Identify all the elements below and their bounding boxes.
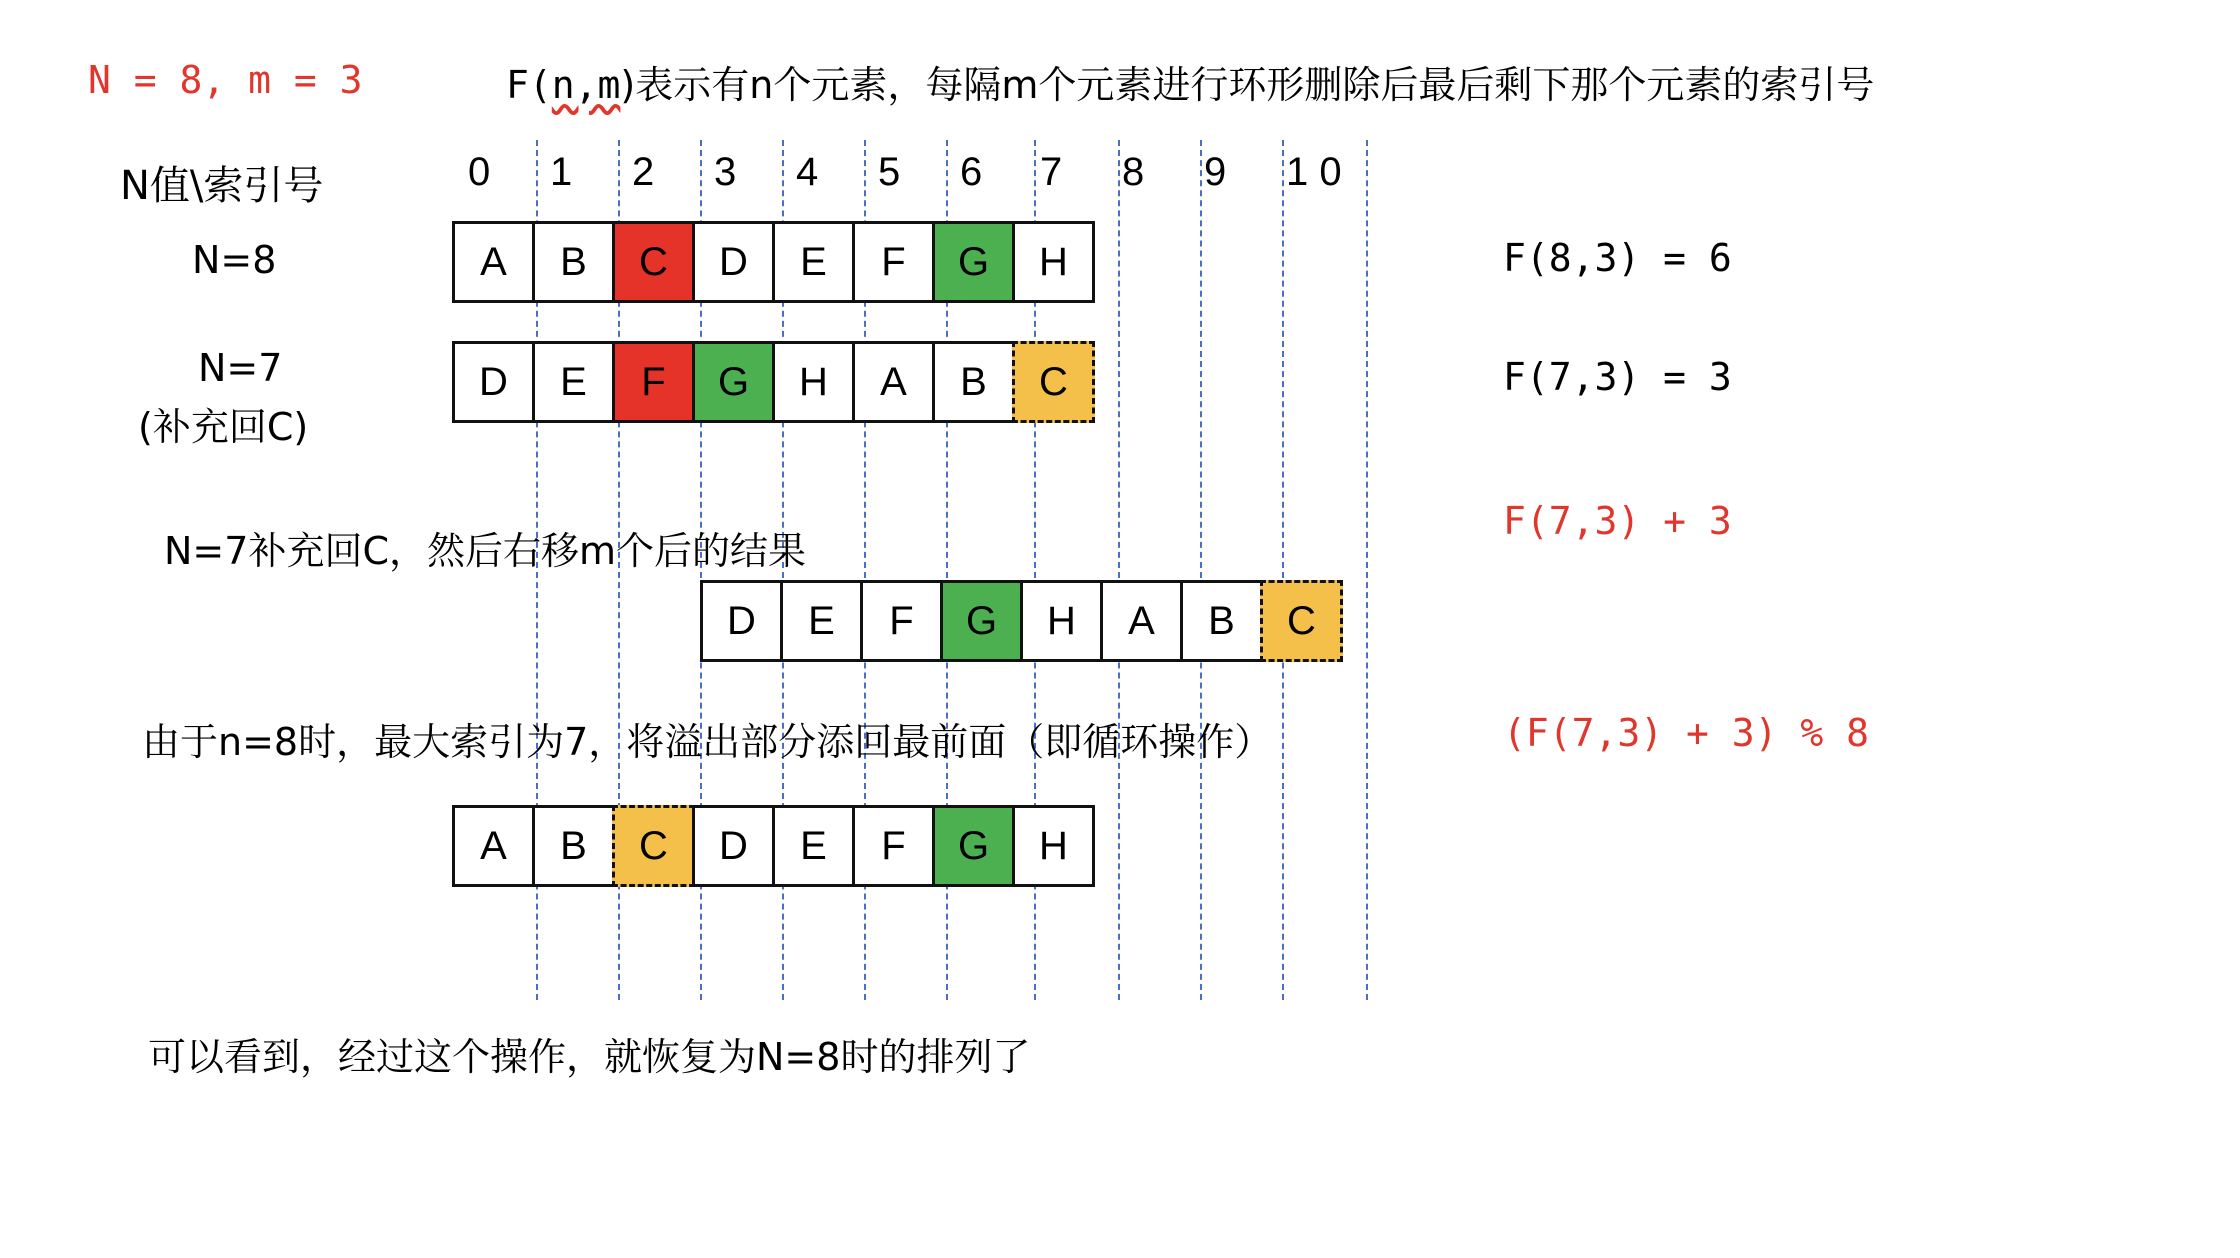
array-cell: E bbox=[772, 221, 855, 303]
index-number: 5 bbox=[878, 150, 901, 194]
formula-modulo: (F(7,3) + 3) % 8 bbox=[1503, 711, 1870, 755]
index-number: 7 bbox=[1040, 150, 1063, 194]
formula-f73: F(7,3) = 3 bbox=[1503, 355, 1732, 399]
array-row-shifted bbox=[700, 580, 1343, 662]
array-cell: E bbox=[780, 580, 863, 662]
row-label-n8: N=8 bbox=[192, 238, 277, 282]
array-cell: B bbox=[1180, 580, 1263, 662]
index-number: 1 0 bbox=[1286, 150, 1342, 194]
guide-line bbox=[1118, 140, 1120, 1000]
index-number: 6 bbox=[960, 150, 983, 194]
array-cell: D bbox=[700, 580, 783, 662]
array-cell: G bbox=[932, 805, 1015, 887]
array-row-n8 bbox=[452, 221, 1095, 303]
caption-wrap: 由于n=8时，最大索引为7，将溢出部分添回最前面（即循环操作） bbox=[142, 720, 1273, 764]
array-cell: H bbox=[1012, 221, 1095, 303]
params-label: N = 8, m = 3 bbox=[88, 58, 363, 102]
row-label-n7-note: (补充回C) bbox=[138, 405, 309, 449]
array-cell: E bbox=[532, 341, 615, 423]
caption-shift: N=7补充回C，然后右移m个后的结果 bbox=[164, 529, 806, 573]
description-fn: n,m bbox=[551, 63, 621, 107]
array-cell: B bbox=[532, 805, 615, 887]
array-cell: B bbox=[532, 221, 615, 303]
array-cell: C bbox=[612, 221, 695, 303]
array-cell: C bbox=[612, 805, 695, 887]
description-prefix: F( bbox=[506, 63, 552, 107]
array-cell: H bbox=[1012, 805, 1095, 887]
array-cell: D bbox=[692, 805, 775, 887]
array-cell: F bbox=[612, 341, 695, 423]
index-header-label: N值\索引号 bbox=[120, 163, 324, 209]
array-cell: A bbox=[1100, 580, 1183, 662]
array-cell: B bbox=[932, 341, 1015, 423]
array-cell: F bbox=[860, 580, 943, 662]
array-cell: H bbox=[1020, 580, 1103, 662]
array-cell: G bbox=[692, 341, 775, 423]
array-cell: C bbox=[1260, 580, 1343, 662]
array-cell: A bbox=[852, 341, 935, 423]
array-cell: F bbox=[852, 805, 935, 887]
array-cell: D bbox=[692, 221, 775, 303]
guide-line bbox=[1366, 140, 1368, 1000]
array-cell: G bbox=[932, 221, 1015, 303]
array-cell: G bbox=[940, 580, 1023, 662]
index-number: 4 bbox=[796, 150, 819, 194]
description-text bbox=[506, 54, 1874, 109]
index-number: 1 bbox=[550, 150, 573, 194]
array-cell: H bbox=[772, 341, 855, 423]
array-row-wrapped bbox=[452, 805, 1095, 887]
array-row-n7 bbox=[452, 341, 1095, 423]
description-suffix: )表示有n个元素，每隔m个元素进行环形删除后最后剩下那个元素的索引号 bbox=[620, 63, 1875, 107]
array-cell: A bbox=[452, 221, 535, 303]
array-cell: A bbox=[452, 805, 535, 887]
formula-f73-plus: F(7,3) + 3 bbox=[1503, 499, 1732, 543]
guide-line bbox=[1200, 140, 1202, 1000]
index-number: 9 bbox=[1204, 150, 1227, 194]
guide-line bbox=[1282, 140, 1284, 1000]
formula-f83: F(8,3) = 6 bbox=[1503, 236, 1732, 280]
index-number: 0 bbox=[468, 150, 491, 194]
array-cell: C bbox=[1012, 341, 1095, 423]
index-number: 8 bbox=[1122, 150, 1145, 194]
array-cell: E bbox=[772, 805, 855, 887]
index-number: 2 bbox=[632, 150, 655, 194]
conclusion-text: 可以看到，经过这个操作，就恢复为N=8时的排列了 bbox=[148, 1035, 1031, 1079]
row-label-n7: N=7 bbox=[198, 346, 283, 390]
array-cell: D bbox=[452, 341, 535, 423]
array-cell: F bbox=[852, 221, 935, 303]
index-number: 3 bbox=[714, 150, 737, 194]
